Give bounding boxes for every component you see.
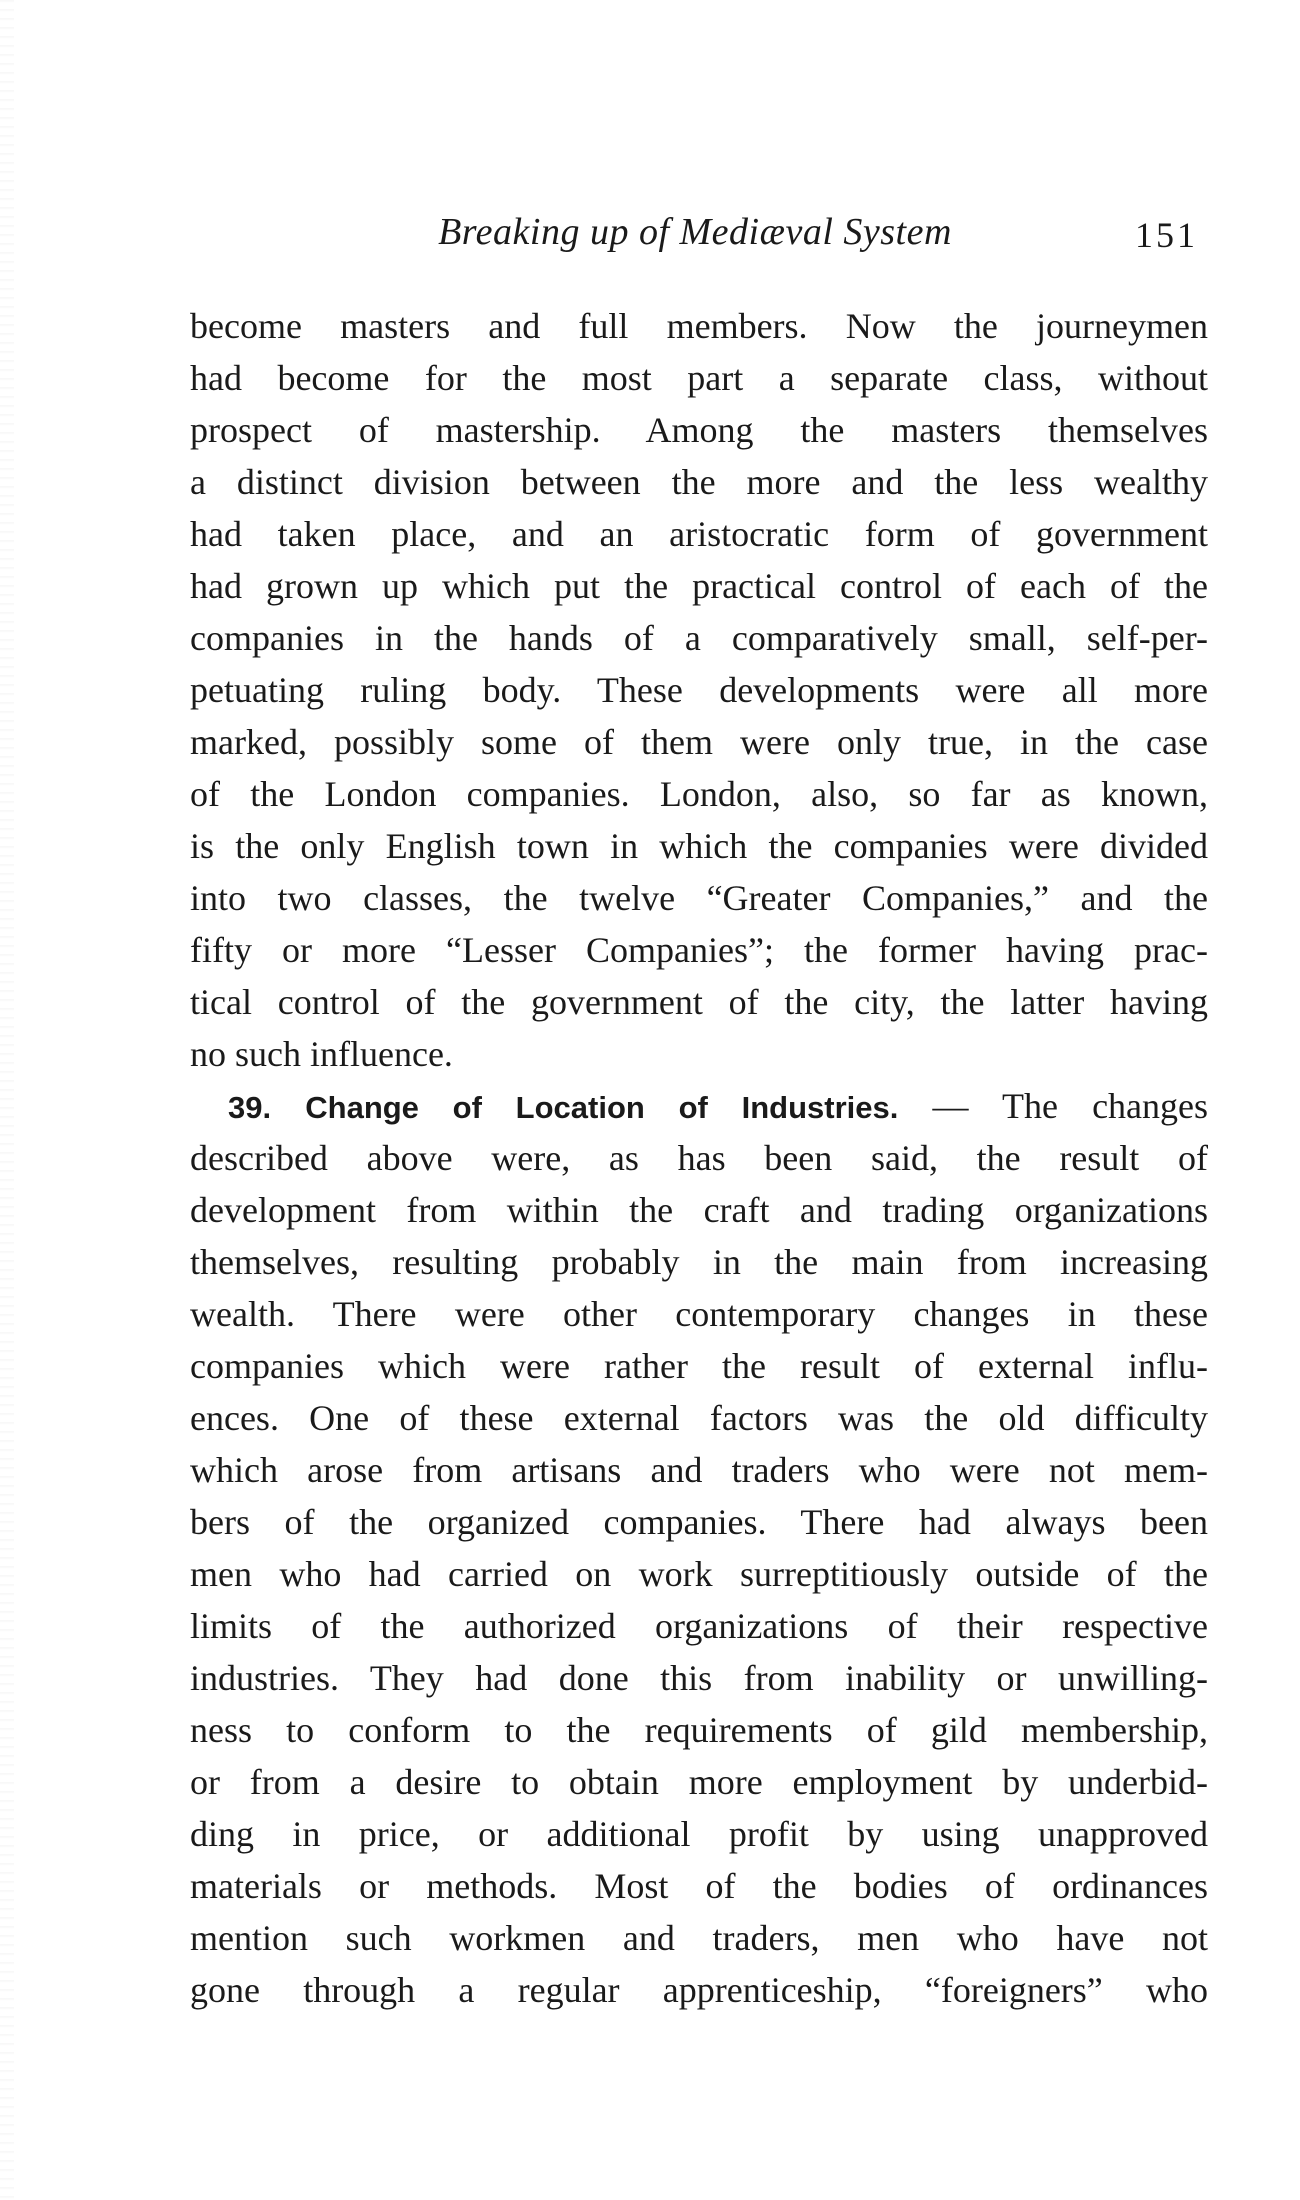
text-line: development from within the craft and trading organizations	[190, 1190, 1208, 1230]
text-line: had grown up which put the practical control of each of the	[190, 566, 1208, 606]
text-line: become masters and full members. Now the journeymen	[190, 306, 1208, 346]
text-line: described above were, as has been said, the result of	[190, 1138, 1208, 1178]
text-line: ness to conform to the requirements of gild membership,	[190, 1710, 1208, 1750]
text-line: themselves, resulting probably in the main from increasing	[190, 1242, 1208, 1282]
running-head	[190, 210, 1210, 270]
text-line: had taken place, and an aristocratic form of government	[190, 514, 1208, 554]
text-line: of the London companies. London, also, so far as known,	[190, 774, 1208, 814]
text-line: men who had carried on work surreptitiously outside of the	[190, 1554, 1208, 1594]
text-line: bers of the organized companies. There had always been	[190, 1502, 1208, 1542]
body-text	[190, 300, 1208, 2016]
text-line: limits of the authorized organizations of their respective	[190, 1606, 1208, 1646]
text-line: tical control of the government of the city, the latter having	[190, 982, 1208, 1022]
text-line: materials or methods. Most of the bodies of ordinances	[190, 1866, 1208, 1906]
text-line: ences. One of these external factors was the old difficulty	[190, 1398, 1208, 1438]
text-line: a distinct division between the more and the less wealthy	[190, 462, 1208, 502]
text-line: gone through a regular apprenticeship, “foreigners” who	[190, 1970, 1208, 2010]
text-line: companies in the hands of a comparatively small, self-per-	[190, 618, 1208, 658]
text-line: industries. They had done this from inability or unwilling-	[190, 1658, 1208, 1698]
text-line: into two classes, the twelve “Greater Companies,” and the	[190, 878, 1208, 918]
section-39	[190, 1080, 1208, 2016]
text-line: marked, possibly some of them were only true, in the case	[190, 722, 1208, 762]
text-line: is the only English town in which the companies were divided	[190, 826, 1208, 866]
text-line: companies which were rather the result of external influ-	[190, 1346, 1208, 1386]
section-number: 39.	[228, 1090, 272, 1125]
section-heading-line	[190, 1080, 1208, 1132]
paragraph-continuation	[190, 300, 1208, 1080]
text-line: petuating ruling body. These developments were all more	[190, 670, 1208, 710]
text-line: prospect of mastership. Among the masters themselves	[190, 410, 1208, 450]
text-line: or from a desire to obtain more employment by underbid-	[190, 1762, 1208, 1802]
text-line: fifty or more “Lesser Companies”; the former having prac-	[190, 930, 1208, 970]
section-first-line-text: — The changes	[932, 1086, 1209, 1126]
text-line: no such influence.	[190, 1034, 453, 1074]
page-edge-texture	[0, 0, 14, 2200]
page-number: 151	[1135, 215, 1198, 255]
running-title: Breaking up of Mediæval System	[438, 211, 952, 253]
section-heading: Change of Location of Industries.	[305, 1090, 899, 1125]
text-line: ding in price, or additional profit by using unapproved	[190, 1814, 1208, 1854]
text-line: which arose from artisans and traders who were not mem-	[190, 1450, 1208, 1490]
text-line: had become for the most part a separate class, without	[190, 358, 1208, 398]
text-line: mention such workmen and traders, men who have not	[190, 1918, 1208, 1958]
text-line: wealth. There were other contemporary changes in these	[190, 1294, 1208, 1334]
